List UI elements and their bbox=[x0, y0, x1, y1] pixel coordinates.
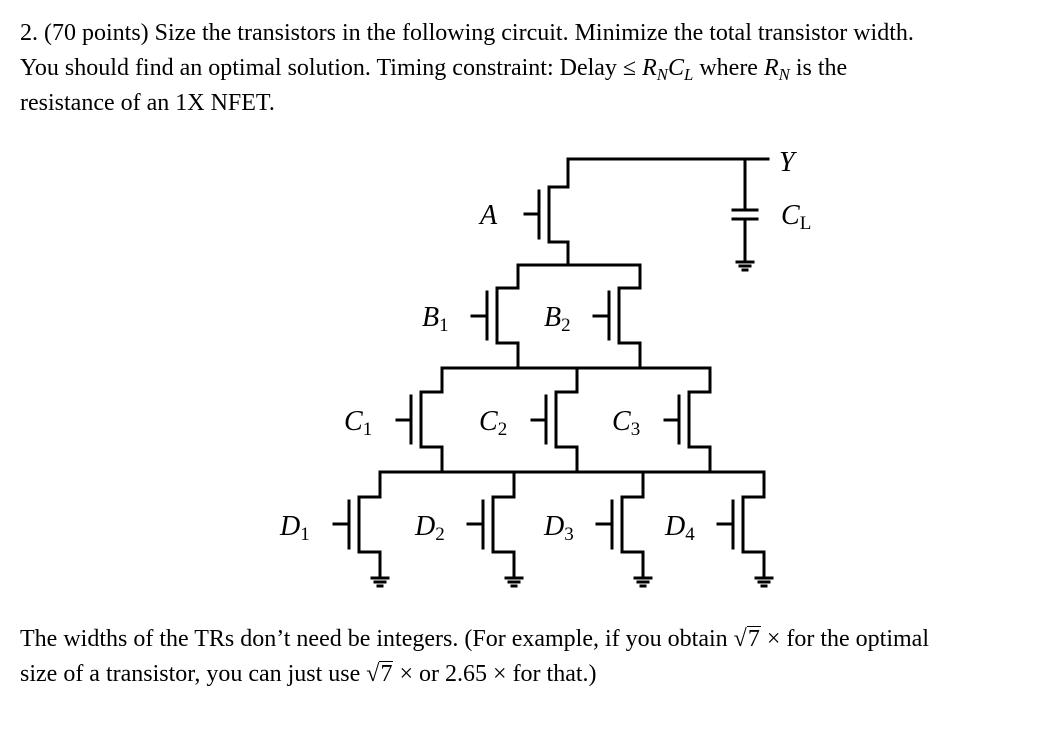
transistor-d2 bbox=[468, 497, 514, 552]
label-b2: B2 bbox=[544, 302, 571, 336]
times-sign-2: × bbox=[399, 661, 414, 687]
problem-line-3: resistance of an 1X NFET. bbox=[20, 90, 275, 116]
sqrt-seven: √7 bbox=[733, 626, 760, 652]
net-node-3 bbox=[380, 447, 764, 497]
note-line-2 bbox=[20, 657, 1050, 692]
label-b1: B1 bbox=[422, 302, 449, 336]
label-d1: D1 bbox=[280, 511, 310, 545]
output-label-y: Y bbox=[779, 147, 795, 178]
transistor-c3 bbox=[665, 392, 710, 447]
transistor-d3 bbox=[597, 497, 643, 552]
label-d4: D4 bbox=[665, 511, 695, 545]
transistor-d1 bbox=[334, 497, 380, 552]
note-line-1-text: The widths of the TRs don’t need be integers. (For example, if you obtain bbox=[20, 626, 728, 652]
label-c3: C3 bbox=[612, 406, 641, 440]
label-a: A bbox=[480, 200, 498, 231]
label-d2: D2 bbox=[415, 511, 445, 545]
note-line-2-end: for that.) bbox=[512, 661, 597, 687]
note-paragraph bbox=[20, 622, 1050, 692]
net-node-1 bbox=[518, 242, 640, 288]
problem-line-2-text: You should find an optimal solution. Timing constraint: Delay bbox=[20, 55, 617, 81]
transistor-b2 bbox=[594, 288, 640, 343]
transistor-b1 bbox=[472, 288, 518, 343]
d3-ground bbox=[635, 552, 651, 586]
le-sign: ≤ bbox=[622, 55, 637, 81]
note-line-1 bbox=[20, 622, 1050, 657]
transistor-c1 bbox=[397, 392, 442, 447]
output-net bbox=[568, 159, 768, 187]
rn-symbol: $R_N$ bbox=[642, 55, 668, 84]
transistor-c2 bbox=[532, 392, 577, 447]
where-text: where bbox=[699, 55, 758, 81]
times-sign: × bbox=[766, 626, 781, 652]
net-node-2 bbox=[442, 343, 710, 392]
cap-ground-symbol bbox=[737, 262, 753, 270]
label-c2: C2 bbox=[479, 406, 508, 440]
is-the-text: is the bbox=[795, 55, 848, 81]
note-line-2-text: size of a transistor, you can just use bbox=[20, 661, 361, 687]
note-line-1-end: for the optimal bbox=[786, 626, 929, 652]
label-c1: C1 bbox=[344, 406, 373, 440]
transistor-d4 bbox=[718, 497, 764, 552]
cl-symbol: $C_L$ bbox=[667, 55, 694, 84]
times-sign-3: × bbox=[493, 661, 507, 687]
sqrt-seven-2: √7 bbox=[366, 661, 393, 687]
transistor-a bbox=[525, 187, 568, 242]
d1-ground bbox=[372, 552, 388, 586]
or-value: or 2.65 bbox=[419, 661, 488, 687]
label-d3: D3 bbox=[544, 511, 574, 545]
d2-ground bbox=[506, 552, 522, 586]
d4-ground bbox=[756, 552, 772, 586]
rn-symbol-2: $R_N$ bbox=[763, 55, 790, 84]
load-cap-label: CL bbox=[781, 200, 812, 234]
problem-line-1: 2. (70 points) Size the transistors in the following circuit. Minimize the total transistor width. bbox=[20, 20, 914, 46]
